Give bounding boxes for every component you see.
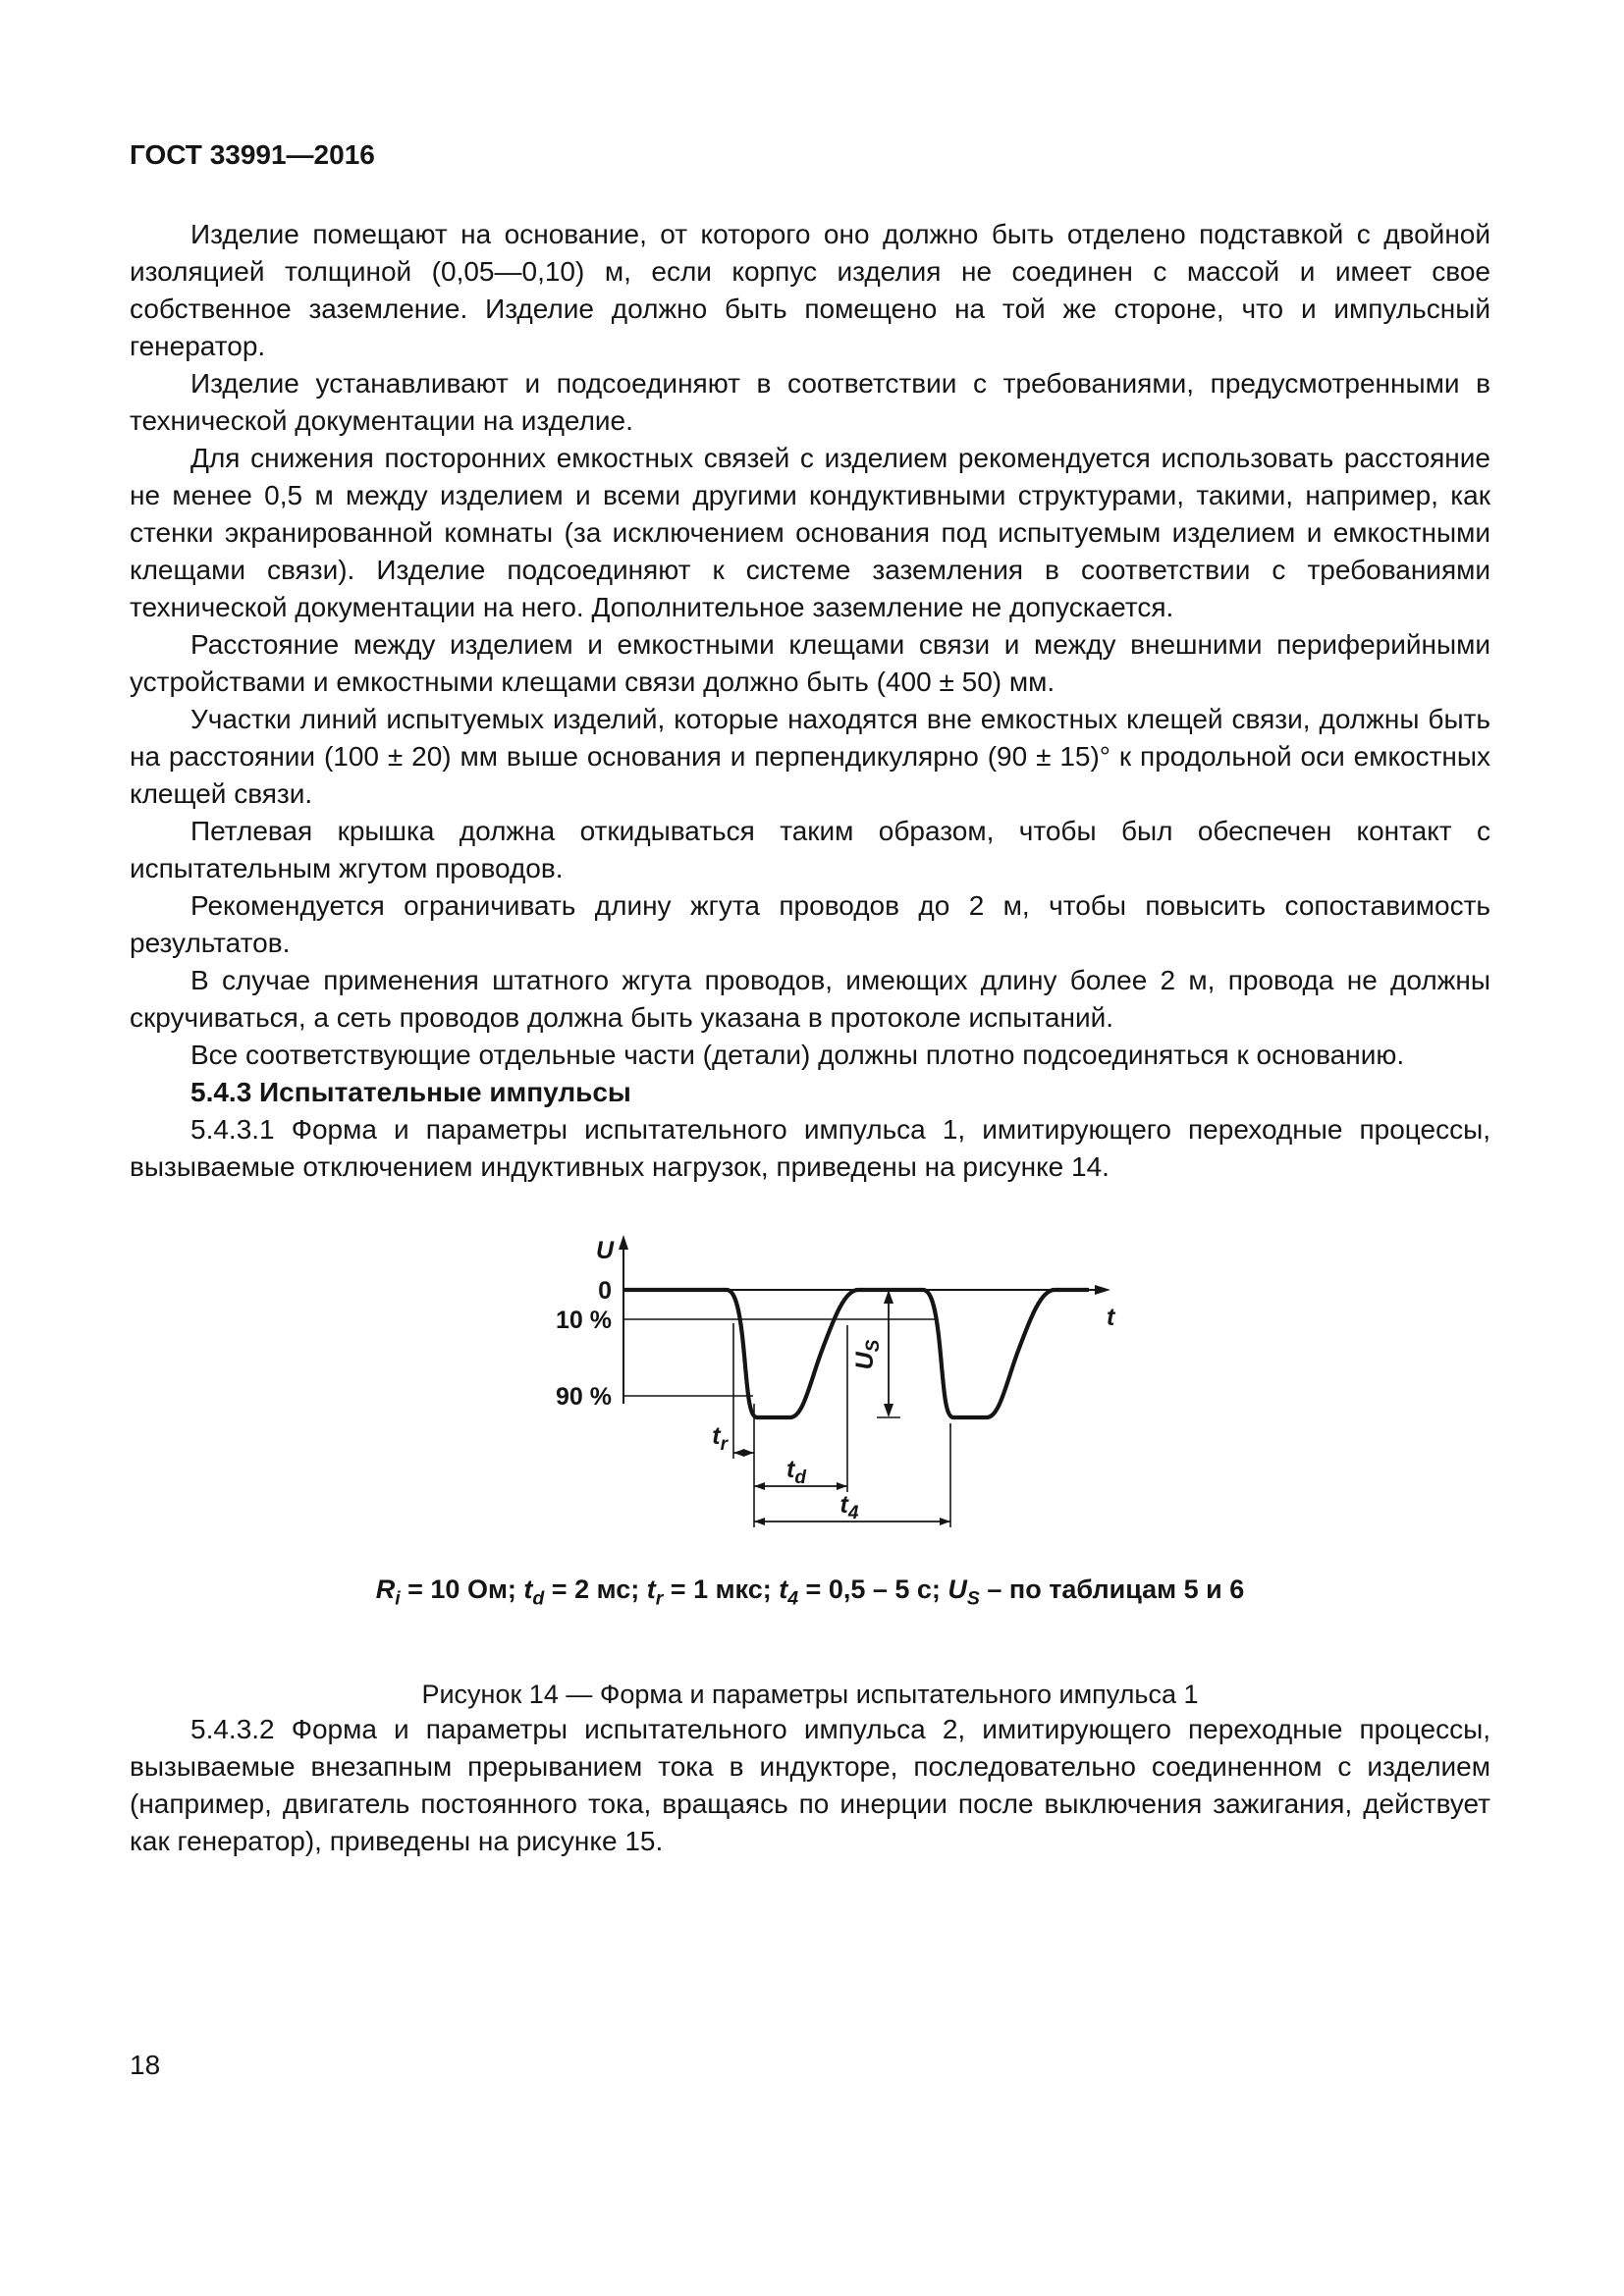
us-amplitude-dimension <box>851 1290 900 1417</box>
figure-14 <box>130 1229 1490 1711</box>
td-arrow-left-icon <box>754 1482 765 1490</box>
tr-arrow-right-icon <box>743 1449 754 1457</box>
tr-label: $t_r$ <box>712 1422 728 1455</box>
paragraph-5-4-3-1: 5.4.3.1 Форма и параметры испытательного импульса 1, имитирующего переходные процессы, вызываемые отключением индуктивных нагрузок, приведены на рисунке 14. <box>130 1114 1490 1182</box>
document-header: ГОСТ 33991—2016 <box>130 139 375 170</box>
u-axis-arrow-icon <box>619 1235 628 1250</box>
figure-caption: Рисунок 14 — Форма и параметры испытательного импульса 1 <box>421 1680 1199 1710</box>
paragraph: Участки линий испытуемых изделий, которые находятся вне емкостных клещей связи, должны быть на расстоянии (100 ± 20) мм выше основания и перпендикулярно (90 ± 15)° к продольной оси емкостных клещей связи. <box>130 704 1490 809</box>
t4-arrow-right-icon <box>940 1518 950 1525</box>
t4-dimension <box>754 1491 950 1525</box>
tr-arrow-left-icon <box>733 1449 744 1457</box>
paragraph: В случае применения штатного жгута проводов, имеющих длину более 2 м, провода не должны скручиваться, а сеть проводов должна быть указана в протоколе испытаний. <box>130 965 1490 1033</box>
t4-arrow-left-icon <box>754 1518 765 1525</box>
t-axis-arrow-icon <box>1095 1285 1110 1295</box>
ninety-percent-level <box>556 1383 753 1411</box>
paragraph: Для снижения посторонних емкостных связей с изделием рекомендуется использовать расстояние не менее 0,5 м между изделием и всеми другими кондуктивными структурами, такими, например, как стенки экранированной комнаты (за исключением основания под испытуемым изделием и емкостными клещами связи). Изделие подсоединяют к системе заземления в соответствии с требованиями технической документации на него. Дополнительное заземление не допускается. <box>130 443 1490 622</box>
t-axis-label: t <box>1107 1304 1115 1331</box>
ten-percent-level <box>556 1307 938 1334</box>
td-arrow-right-icon <box>837 1482 847 1490</box>
section-heading: 5.4.3 Испытательные импульсы <box>190 1077 631 1107</box>
figure-formula: $R_i = 10$ Ом; $t_d = 2$ мс; $t_r = 1$ мкс; $t_4 = 0,5 - 5$ с; $U_S$ – по таблицам 5 и 6 <box>375 1575 1245 1610</box>
td-label: $t_d$ <box>786 1456 806 1488</box>
paragraph-5-4-3-2: 5.4.3.2 Форма и параметры испытательного импульса 2, имитирующего переходные процессы, вызываемые внезапным прерыванием тока в индукторе, последовательно соединенном с изделием (например, двигатель постоянного тока, вращаясь по инерции после выключения зажигания, действует как генератор), приведены на рисунке 15. <box>130 1714 1490 1857</box>
paragraph: Петлевая крышка должна откидываться таким образом, чтобы был обеспечен контакт с испытательным жгутом проводов. <box>130 816 1490 883</box>
ninety-percent-label: 90 % <box>556 1383 612 1411</box>
us-arrow-down-icon <box>884 1404 893 1417</box>
paragraph: Расстояние между изделием и емкостными клещами связи и между внешними периферийными устройствами и емкостными клещами связи должно быть (400 ± 50) мм. <box>130 629 1490 697</box>
ten-percent-label: 10 % <box>556 1307 612 1334</box>
zero-level-label: 0 <box>598 1277 612 1305</box>
paragraph: Рекомендуется ограничивать длину жгута проводов до 2 м, чтобы повысить сопоставимость результатов. <box>130 890 1490 958</box>
t4-label: $t_4$ <box>839 1491 859 1523</box>
pulse-waveform-diagram <box>476 1229 1144 1543</box>
paragraph: Все соответствующие отдельные части (детали) должны плотно подсоединяться к основанию. <box>190 1040 1405 1070</box>
page-number: 18 <box>130 2050 161 2080</box>
u-axis-label: U <box>595 1237 614 1264</box>
td-dimension <box>754 1456 847 1490</box>
paragraph: Изделие помещают на основание, от которого оно должно быть отделено подставкой с двойной изоляцией толщиной (0,05—0,10) м, если корпус изделия не соединен с массой и имеет свое собственное заземление. Изделие должно быть помещено на той же стороне, что и импульсный генератор. <box>130 219 1490 361</box>
us-label: $U_S$ <box>851 1339 884 1370</box>
paragraph: Изделие устанавливают и подсоединяют в соответствии с требованиями, предусмотренными в технической документации на изделие. <box>130 368 1490 436</box>
